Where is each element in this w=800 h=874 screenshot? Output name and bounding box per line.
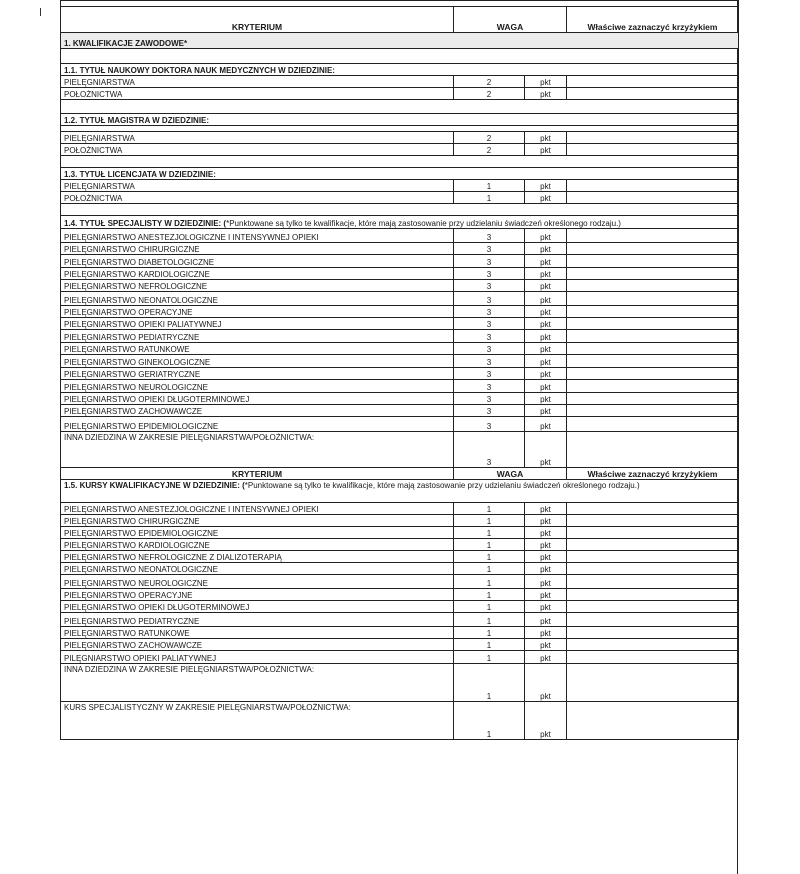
weight-value: 1 bbox=[454, 639, 525, 651]
criterion-label: PIELĘGNIARSTWO PEDIATRYCZNE bbox=[61, 330, 454, 343]
criterion-label: PIELĘGNIARSTWO NEFROLOGICZNE Z DIALIZOTERAPIĄ bbox=[61, 551, 454, 563]
points-unit: pkt bbox=[525, 255, 567, 268]
header-mark-column: Właściwe zaznaczyć krzyżykiem bbox=[567, 7, 739, 33]
subsection-heading-row bbox=[61, 64, 739, 76]
weight-value: 1 bbox=[454, 192, 525, 204]
criterion-label: PIELĘGNIARSTWO NEUROLOGICZNE bbox=[61, 575, 454, 589]
criterion-label: PIELĘGNIARSTWA bbox=[61, 76, 454, 88]
points-unit: pkt bbox=[525, 432, 567, 468]
points-unit: pkt bbox=[525, 132, 567, 144]
mark-cell[interactable] bbox=[567, 355, 739, 368]
mark-cell[interactable] bbox=[567, 280, 739, 292]
mark-cell[interactable] bbox=[567, 192, 739, 204]
weight-value: 1 bbox=[454, 551, 525, 563]
mark-cell[interactable] bbox=[567, 144, 739, 156]
criterion-label: PIELĘGNIARSTWO KARDIOLOGICZNE bbox=[61, 539, 454, 551]
criterion-label: PIELĘGNIARSTWO OPIEKI PALIATYWNEJ bbox=[61, 318, 454, 330]
weight-value: 3 bbox=[454, 292, 525, 306]
spacer-row bbox=[61, 49, 739, 64]
weight-value: 3 bbox=[454, 268, 525, 280]
mark-cell[interactable] bbox=[567, 527, 739, 539]
mark-cell[interactable] bbox=[567, 417, 739, 432]
criteria-row bbox=[61, 563, 739, 575]
points-unit: pkt bbox=[525, 627, 567, 639]
points-unit: pkt bbox=[525, 613, 567, 627]
criterion-label: PIELĘGNIARSTWO ZACHOWAWCZE bbox=[61, 639, 454, 651]
points-unit: pkt bbox=[525, 76, 567, 88]
header-mark-column: Właściwe zaznaczyć krzyżykiem bbox=[567, 468, 739, 480]
criterion-label: INNA DZIEDZINA W ZAKRESIE PIELĘGNIARSTWA/POŁOŻNICTWA: bbox=[61, 432, 454, 468]
spacer-cell bbox=[61, 156, 739, 168]
criterion-label: PIELĘGNIARSTWO ZACHOWAWCZE bbox=[61, 405, 454, 417]
mark-cell[interactable] bbox=[567, 292, 739, 306]
points-unit: pkt bbox=[525, 539, 567, 551]
mark-cell[interactable] bbox=[567, 639, 739, 651]
mark-cell[interactable] bbox=[567, 229, 739, 243]
points-unit: pkt bbox=[525, 551, 567, 563]
weight-value: 1 bbox=[454, 627, 525, 639]
weight-value: 2 bbox=[454, 132, 525, 144]
criterion-label: PIELĘGNIARSTWO ANESTEZJOLOGICZNE I INTENSYWNEJ OPIEKI bbox=[61, 503, 454, 515]
points-unit: pkt bbox=[525, 306, 567, 318]
mark-cell[interactable] bbox=[567, 575, 739, 589]
criteria-row bbox=[61, 651, 739, 664]
criteria-row bbox=[61, 255, 739, 268]
points-unit: pkt bbox=[525, 88, 567, 100]
criteria-row bbox=[61, 192, 739, 204]
criteria-row bbox=[61, 551, 739, 563]
criterion-label: PIELĘGNIARSTWO NEUROLOGICZNE bbox=[61, 380, 454, 393]
criteria-row bbox=[61, 627, 739, 639]
criterion-label: PIELĘGNIARSTWO NEONATOLOGICZNE bbox=[61, 292, 454, 306]
mark-cell[interactable] bbox=[567, 432, 739, 468]
header-row bbox=[61, 7, 739, 33]
criterion-label: PIELĘGNIARSTWO ANESTEZJOLOGICZNE I INTENSYWNEJ OPIEKI bbox=[61, 229, 454, 243]
criterion-label: POŁOŻNICTWA bbox=[61, 88, 454, 100]
mark-cell[interactable] bbox=[567, 306, 739, 318]
weight-value: 3 bbox=[454, 330, 525, 343]
criterion-label: PIELĘGNIARSTWO RATUNKOWE bbox=[61, 343, 454, 355]
criteria-row bbox=[61, 330, 739, 343]
mark-cell[interactable] bbox=[567, 268, 739, 280]
weight-value: 1 bbox=[454, 651, 525, 664]
subsection-note: *Punktowane są tylko te kwalifikacje, które mają zastosowanie przy udzielaniu świadczeń określonego rodzaju.) bbox=[226, 219, 621, 228]
mark-cell[interactable] bbox=[567, 255, 739, 268]
header-waga: WAGA bbox=[454, 468, 567, 480]
header-kryterium: KRYTERIUM bbox=[61, 7, 454, 33]
criteria-row bbox=[61, 393, 739, 405]
points-unit: pkt bbox=[525, 503, 567, 515]
weight-value: 1 bbox=[454, 575, 525, 589]
subsection-title: 1.3. TYTUŁ LICENCJATA W DZIEDZINIE: bbox=[64, 170, 216, 179]
points-unit: pkt bbox=[525, 243, 567, 255]
criteria-row bbox=[61, 144, 739, 156]
weight-value: 3 bbox=[454, 393, 525, 405]
mark-cell[interactable] bbox=[567, 405, 739, 417]
criteria-row bbox=[61, 229, 739, 243]
spacer-row bbox=[61, 156, 739, 168]
criteria-row bbox=[61, 368, 739, 380]
criteria-row bbox=[61, 292, 739, 306]
criterion-label: POŁOŻNICTWA bbox=[61, 144, 454, 156]
criterion-label: PIELĘGNIARSTWO GINEKOLOGICZNE bbox=[61, 355, 454, 368]
criteria-table bbox=[60, 0, 739, 740]
points-unit: pkt bbox=[525, 280, 567, 292]
criterion-label: PIELĘGNIARSTWO DIABETOLOGICZNE bbox=[61, 255, 454, 268]
points-unit: pkt bbox=[525, 229, 567, 243]
points-unit: pkt bbox=[525, 664, 567, 702]
weight-value: 3 bbox=[454, 229, 525, 243]
spacer-row bbox=[61, 100, 739, 114]
points-unit: pkt bbox=[525, 405, 567, 417]
criterion-label: INNA DZIEDZINA W ZAKRESIE PIELĘGNIARSTWA/POŁOŻNICTWA: bbox=[61, 664, 454, 702]
weight-value: 3 bbox=[454, 432, 525, 468]
criteria-row bbox=[61, 702, 739, 740]
mark-cell[interactable] bbox=[567, 651, 739, 664]
mark-cell[interactable] bbox=[567, 563, 739, 575]
mark-cell[interactable] bbox=[567, 180, 739, 192]
spacer-cell bbox=[61, 100, 739, 114]
margin-mark bbox=[40, 8, 41, 16]
subsection-heading bbox=[61, 168, 739, 180]
weight-value: 1 bbox=[454, 702, 525, 740]
points-unit: pkt bbox=[525, 343, 567, 355]
points-unit: pkt bbox=[525, 575, 567, 589]
points-unit: pkt bbox=[525, 515, 567, 527]
mark-cell[interactable] bbox=[567, 380, 739, 393]
mark-cell[interactable] bbox=[567, 503, 739, 515]
weight-value: 3 bbox=[454, 243, 525, 255]
criterion-label: PIELĘGNIARSTWO GERIATRYCZNE bbox=[61, 368, 454, 380]
criterion-label: PIELĘGNIARSTWA bbox=[61, 180, 454, 192]
criteria-row bbox=[61, 405, 739, 417]
points-unit: pkt bbox=[525, 527, 567, 539]
subsection-heading bbox=[61, 114, 739, 126]
subsection-heading-row bbox=[61, 480, 739, 503]
criteria-row bbox=[61, 180, 739, 192]
weight-value: 1 bbox=[454, 503, 525, 515]
header-waga: WAGA bbox=[454, 7, 567, 33]
weight-value: 1 bbox=[454, 539, 525, 551]
criterion-label: PIELĘGNIARSTWO EPIDEMIOLOGICZNE bbox=[61, 527, 454, 539]
points-unit: pkt bbox=[525, 268, 567, 280]
mark-cell[interactable] bbox=[567, 515, 739, 527]
points-unit: pkt bbox=[525, 192, 567, 204]
subsection-heading bbox=[61, 64, 739, 76]
criteria-row bbox=[61, 589, 739, 601]
subsection-title: 1.5. KURSY KWALIFIKACYJNE W DZIEDZINIE: ( bbox=[64, 481, 245, 490]
subsection-heading-row bbox=[61, 168, 739, 180]
weight-value: 1 bbox=[454, 180, 525, 192]
criterion-label: PIELĘGNIARSTWO KARDIOLOGICZNE bbox=[61, 268, 454, 280]
points-unit: pkt bbox=[525, 589, 567, 601]
points-unit: pkt bbox=[525, 144, 567, 156]
criteria-row bbox=[61, 243, 739, 255]
subsection-title: 1.4. TYTUŁ SPECJALISTY W DZIEDZINIE: ( bbox=[64, 219, 227, 228]
weight-value: 1 bbox=[454, 527, 525, 539]
mark-cell[interactable] bbox=[567, 601, 739, 613]
mark-cell[interactable] bbox=[567, 88, 739, 100]
criterion-label: PILĘGNIARSTWO OPIEKI PALIATYWNEJ bbox=[61, 651, 454, 664]
criterion-label: PIELĘGNIARSTWO OPIEKI DŁUGOTERMINOWEJ bbox=[61, 393, 454, 405]
points-unit: pkt bbox=[525, 601, 567, 613]
weight-value: 3 bbox=[454, 280, 525, 292]
spacer-cell bbox=[61, 204, 739, 216]
mark-cell[interactable] bbox=[567, 664, 739, 702]
criteria-row bbox=[61, 539, 739, 551]
points-unit: pkt bbox=[525, 368, 567, 380]
criteria-table-body bbox=[61, 1, 739, 740]
criteria-row bbox=[61, 76, 739, 88]
criterion-label: KURS SPECJALISTYCZNY W ZAKRESIE PIELĘGNIARSTWA/POŁOŻNICTWA: bbox=[61, 702, 454, 740]
criteria-row bbox=[61, 280, 739, 292]
criteria-row bbox=[61, 417, 739, 432]
criterion-label: PIELĘGNIARSTWO NEONATOLOGICZNE bbox=[61, 563, 454, 575]
subsection-heading bbox=[61, 480, 739, 503]
points-unit: pkt bbox=[525, 639, 567, 651]
criterion-label: PIELĘGNIARSTWO EPIDEMIOLOGICZNE bbox=[61, 417, 454, 432]
section-heading: 1. KWALIFIKACJE ZAWODOWE* bbox=[61, 33, 739, 49]
criteria-row bbox=[61, 343, 739, 355]
mark-cell[interactable] bbox=[567, 76, 739, 88]
criteria-row bbox=[61, 664, 739, 702]
spacer-cell bbox=[61, 49, 739, 64]
points-unit: pkt bbox=[525, 355, 567, 368]
weight-value: 3 bbox=[454, 380, 525, 393]
criterion-label: POŁOŻNICTWA bbox=[61, 192, 454, 204]
weight-value: 1 bbox=[454, 589, 525, 601]
weight-value: 3 bbox=[454, 343, 525, 355]
points-unit: pkt bbox=[525, 702, 567, 740]
mark-cell[interactable] bbox=[567, 702, 739, 740]
criteria-row bbox=[61, 601, 739, 613]
criteria-row bbox=[61, 132, 739, 144]
criteria-row bbox=[61, 527, 739, 539]
header-row-repeat bbox=[61, 468, 739, 480]
criteria-row bbox=[61, 613, 739, 627]
subsection-title: 1.2. TYTUŁ MAGISTRA W DZIEDZINIE: bbox=[64, 116, 210, 125]
criterion-label: PIELĘGNIARSTWO RATUNKOWE bbox=[61, 627, 454, 639]
weight-value: 3 bbox=[454, 255, 525, 268]
subsection-title: 1.1. TYTUŁ NAUKOWY DOKTORA NAUK MEDYCZNYCH W DZIEDZINIE: bbox=[64, 66, 335, 75]
points-unit: pkt bbox=[525, 330, 567, 343]
criterion-label: PIELĘGNIARSTWO CHIRURGICZNE bbox=[61, 515, 454, 527]
criterion-label: PIELĘGNIARSTWO OPIEKI DŁUGOTERMINOWEJ bbox=[61, 601, 454, 613]
spacer-row bbox=[61, 204, 739, 216]
weight-value: 3 bbox=[454, 405, 525, 417]
criteria-row bbox=[61, 380, 739, 393]
points-unit: pkt bbox=[525, 180, 567, 192]
mark-cell[interactable] bbox=[567, 539, 739, 551]
points-unit: pkt bbox=[525, 417, 567, 432]
weight-value: 1 bbox=[454, 563, 525, 575]
points-unit: pkt bbox=[525, 380, 567, 393]
criterion-label: PIELĘGNIARSTWA bbox=[61, 132, 454, 144]
subsection-heading-row bbox=[61, 114, 739, 126]
mark-cell[interactable] bbox=[567, 613, 739, 627]
mark-cell[interactable] bbox=[567, 132, 739, 144]
weight-value: 3 bbox=[454, 417, 525, 432]
criterion-label: PIELĘGNIARSTWO OPERACYJNE bbox=[61, 589, 454, 601]
criteria-row bbox=[61, 575, 739, 589]
criteria-row bbox=[61, 503, 739, 515]
weight-value: 1 bbox=[454, 613, 525, 627]
criterion-label: PIELĘGNIARSTWO OPERACYJNE bbox=[61, 306, 454, 318]
mark-cell[interactable] bbox=[567, 318, 739, 330]
mark-cell[interactable] bbox=[567, 343, 739, 355]
subsection-heading-row bbox=[61, 216, 739, 229]
points-unit: pkt bbox=[525, 318, 567, 330]
weight-value: 3 bbox=[454, 368, 525, 380]
subsection-heading bbox=[61, 216, 739, 229]
weight-value: 2 bbox=[454, 76, 525, 88]
criterion-label: PIELĘGNIARSTWO PEDIATRYCZNE bbox=[61, 613, 454, 627]
subsection-note: *Punktowane są tylko te kwalifikacje, które mają zastosowanie przy udzielaniu świadczeń określonego rodzaju.) bbox=[244, 481, 640, 490]
points-unit: pkt bbox=[525, 292, 567, 306]
mark-cell[interactable] bbox=[567, 589, 739, 601]
points-unit: pkt bbox=[525, 393, 567, 405]
form-page bbox=[60, 0, 738, 874]
criteria-row bbox=[61, 515, 739, 527]
criteria-row bbox=[61, 268, 739, 280]
criteria-row bbox=[61, 318, 739, 330]
criterion-label: PIELĘGNIARSTWO NEFROLOGICZNE bbox=[61, 280, 454, 292]
points-unit: pkt bbox=[525, 563, 567, 575]
weight-value: 1 bbox=[454, 601, 525, 613]
section-heading-row bbox=[61, 33, 739, 49]
mark-cell[interactable] bbox=[567, 393, 739, 405]
header-kryterium: KRYTERIUM bbox=[61, 468, 454, 480]
criteria-row bbox=[61, 88, 739, 100]
mark-cell[interactable] bbox=[567, 627, 739, 639]
mark-cell[interactable] bbox=[567, 330, 739, 343]
mark-cell[interactable] bbox=[567, 368, 739, 380]
mark-cell[interactable] bbox=[567, 243, 739, 255]
criteria-row bbox=[61, 432, 739, 468]
mark-cell[interactable] bbox=[567, 551, 739, 563]
criteria-row bbox=[61, 639, 739, 651]
weight-value: 3 bbox=[454, 318, 525, 330]
weight-value: 1 bbox=[454, 515, 525, 527]
weight-value: 1 bbox=[454, 664, 525, 702]
weight-value: 3 bbox=[454, 306, 525, 318]
criteria-row bbox=[61, 306, 739, 318]
weight-value: 2 bbox=[454, 144, 525, 156]
weight-value: 3 bbox=[454, 355, 525, 368]
points-unit: pkt bbox=[525, 651, 567, 664]
criterion-label: PIELĘGNIARSTWO CHIRURGICZNE bbox=[61, 243, 454, 255]
weight-value: 2 bbox=[454, 88, 525, 100]
criteria-row bbox=[61, 355, 739, 368]
